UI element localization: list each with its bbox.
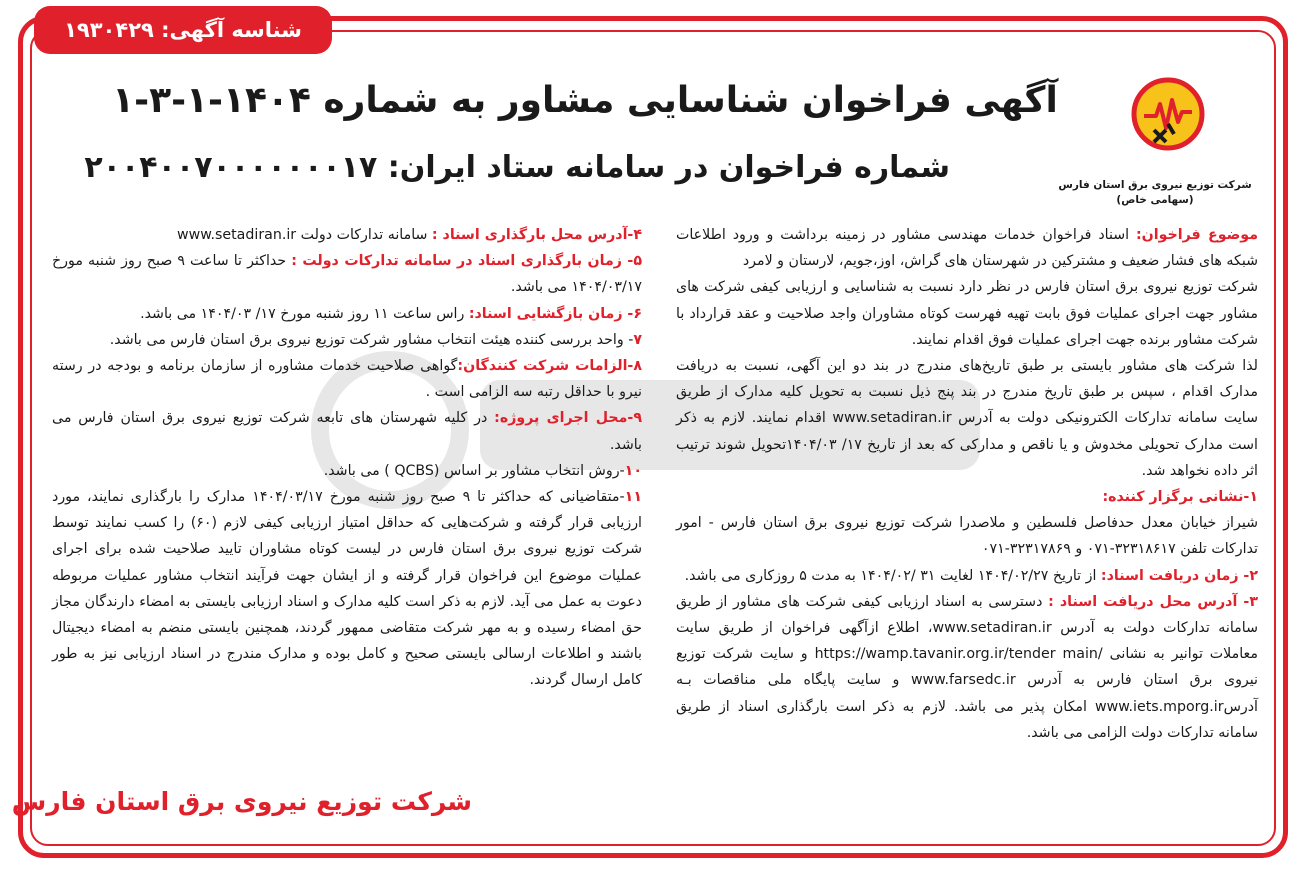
item-11 [52,484,642,694]
intro-paragraph: شرکت توزیع نیروی برق استان فارس در نظر دارد نسبت به شناسایی و ارزیابی کیفی شرکت های مشاور جهت اجرای عملیات فوق بابت تهیه فهرست کوتاه مشاوران واجد صلاحیت و عقد قرارداد با شرکت مشاور برنده جهت اجرای عملیات فوق اقدام نمایند. [676,279,1258,348]
company-signature: شرکت توزیع نیروی برق استان فارس [11,787,472,816]
item-8 [52,353,642,405]
item-5 [52,248,642,300]
page-subtitle: شماره فراخوان در سامانه ستاد ایران: ۲۰۰۴۰۰۷۰۰۰۰۰۰۰۱۷ [84,150,950,185]
item-1-label: ۱-نشانی برگزار کننده: [1102,489,1258,506]
item-10-text: -روش انتخاب مشاور بر اساس (QCBS ) می باشد. [323,462,625,479]
item-7-label: ۷ [633,331,642,348]
company-name-small [1055,178,1255,208]
item-7-text: - واحد بررسی کننده هیئت انتخاب مشاور شرکت توزیع نیروی برق استان فارس می باشد. [109,331,634,348]
item-6-label: ۶- زمان بازگشایی اسناد: [468,305,642,322]
power-distribution-logo-icon [1130,76,1206,152]
subject-text: اسناد فراخوان خدمات مهندسی مشاور در زمینه برداشت و ورود اطلاعات شبکه های فشار ضعیف و مشترکین در شهرستان های گراش، اوز،جویم، لارستان و لامرد [676,227,1258,270]
subject-label: موضوع فراخوان: [1135,227,1258,243]
item-6 [52,301,642,327]
item-2-label: ۲- زمان دریافت اسناد: [1100,567,1258,584]
item-8-label: ۸-الزامات شرکت کنندگان: [457,358,642,375]
item-11-text: -متقاضیانی که حداکثر تا ۹ صبح روز شنبه مورخ ۱۴۰۴/۰۳/۱۷ مدارک را بارگذاری نمایند، مورد ارزیابی قرار گرفته و شرکت‌هایی که حداقل امتیاز ارزیابی کیفی لازم (۶۰) را کسب نمایند توسط شرکت توزیع نیروی برق استان فارس در لیست کوتاه مشاوران تایید صلاحیت شده برای اجرای عملیات موضوع این فراخوان قرار گرفته و از ایشان جهت فرآیند انتخاب مشاور عملیات مربوطه دعوت به عمل می آید. لازم به ذکر است کلیه مدارک و اسناد ارزیابی بایستی به امضاء دارندگان مجاز حق امضاء رسیده و به مهر شرکت متقاضی ممهور گردند، همچنین بایستی منضم به امضاء دیجیتال باشند و اطلاعات ارسالی بایستی صحیح و کامل بوده و مدارک مندرج در اسناد ارزیابی نیز به طور کامل ارسال گردند. [52,489,642,689]
item-3-label: ۳- آدرس محل دریافت اسناد : [1048,593,1258,610]
left-column [52,222,642,694]
item-4-label: ۴-آدرس محل بارگذاری اسناد : [431,227,642,243]
item-9 [52,405,642,457]
page-title: آگهی فراخوان شناسایی مشاور به شماره ۱۴۰۴-۱-۳-۱ [112,80,1058,121]
item-5-text: حداکثر تا ساعت ۹ صبح روز شنبه مورخ ۱۴۰۴/۰۳/۱۷ می باشد. [52,253,642,296]
item-2-text: از تاریخ ۱۴۰۴/۰۲/۲۷ لغایت ۳۱ /۱۴۰۴/۰۲ به مدت ۵ روزکاری می باشد. [684,567,1101,584]
item-3 [676,589,1258,746]
item-3-text: دسترسی به اسناد ارزیابی کیفی شرکت های مشاور از طریق سامانه تدارکات دولت به آدرس www.setadiran.ir، اطلاع ازآگهی فراخوان از طریق سایت معاملات توانیر به نشانی /https://wamp.tavanir.org.ir/tender main و سایت شرکت توزیع نیروی برق استان فارس به آدرس www.farsedc.ir و سایت پایگاه ملی مناقصات بـه آدرسwww.iets.mporg.ir امکان پذیر می باشد. لازم به ذکر است بارگذاری اسناد از طریق سامانه تدارکات دولت الزامی می باشد. [676,593,1258,741]
right-column [676,222,1258,746]
subject-paragraph [676,222,1258,274]
item-9-label: ۹-محل اجرای پروژه: [494,410,642,427]
item-6-text: راس ساعت ۱۱ روز شنبه مورخ ۱۷/ ۱۴۰۴/۰۳ می باشد. [140,305,469,322]
item-9-text: در کلیه شهرستان های تابعه شرکت توزیع نیروی برق استان فارس می باشد. [52,410,642,453]
item-1-text: شیراز خیابان معدل حدفاصل فلسطین و ملاصدرا شرکت توزیع نیروی برق استان فارس - امور تدارکات تلفن ۳۲۳۱۸۶۱۷-۰۷۱ و ۳۲۳۱۷۸۶۹-۰۷۱ [676,515,1258,558]
company-name-line1: شرکت توزیع نیروی برق استان فارس [1058,179,1252,191]
item-7 [52,327,642,353]
instructions-paragraph: لذا شرکت های مشاور بایستی بر طبق تاریخ‌های مندرج در بند دو این آگهی، نسبت به دریافت مدارک اقدام ، سپس بر طبق تاریخ مندرج در بند پنج ذیل نسبت به تحویل کلیه مدارک از طریق سایت سامانه تدارکات الکترونیکی دولت به آدرس www.setadiran.ir اقدام نمایند. لازم به ذکر است مدارک تحویلی مخدوش و یا ناقص و مدارکی که بعد از تاریخ ۱۷/ ۱۴۰۴/۰۳تحویل شوند ترتیب اثر داده نخواهد شد. [676,358,1259,479]
item-4 [52,222,642,248]
ad-id-badge: شناسه آگهی: ۱۹۳۰۴۲۹ [34,6,332,54]
item-8-text: گواهی صلاحیت خدمات مشاوره از سازمان برنامه و بودجه در رسته نیرو با حداقل رتبه سه الزامی است . [52,358,642,401]
company-name-line2: (سهامی خاص) [1116,194,1194,206]
item-11-label: ۱۱ [624,489,642,506]
item-5-label: ۵- زمان بارگذاری اسناد در سامانه تدارکات دولت : [291,253,642,270]
item-10-label: ۱۰ [624,462,642,479]
item-10 [52,458,642,484]
item-2 [676,563,1258,589]
item-1 [676,484,1258,563]
item-4-text: سامانه تدارکات دولت www.setadiran.ir [176,227,432,243]
